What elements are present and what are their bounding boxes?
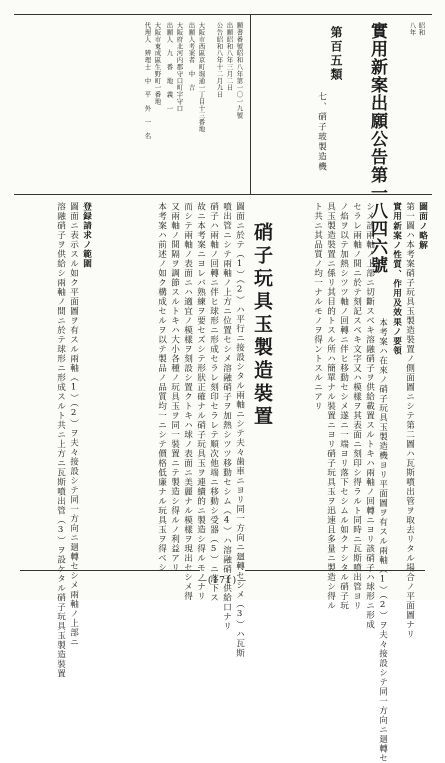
- body-line: ト共ニ其品質ノ均一ナルモノヲ得ントスルニアリ: [312, 202, 323, 411]
- body-line: 而シテ兩軸ノ表面ニハ適宜ノ模樣ヲ刻設シ置クトキハ球ノ表面ニ美麗ナル模樣ヲ現出セシメ得: [182, 202, 193, 601]
- agent-address: 大阪市東成區生野町一番地: [153, 22, 162, 105]
- page-number: —(171)—: [197, 576, 248, 586]
- header-top-rule: [14, 14, 432, 15]
- class-label: 第百五類: [329, 26, 343, 82]
- class-item: 七、硝子玻製造機: [316, 92, 327, 172]
- body-line: 本考案ハ在來ノ硝子玩具玉製造機ヨリ平面圖ヲ有スル兩軸（1）（2）ヲ夫々接設シテ同一方向ニ廻轉セ: [377, 318, 388, 763]
- nature-heading: 實用新案ノ性質、作用及效果ノ要領: [391, 202, 402, 356]
- header-divider: [250, 14, 251, 194]
- body-line: セラレ兩軸ノ間ニ於テ刻記スベキ文字又ハ模樣ヲ其表面ニ刻印シ得ラルト同時ニ瓦斯噴出管ヨリ: [351, 202, 362, 611]
- claim-line: 溶融硝子ヲ供給シ兩軸ノ間ニ於テ球形ニ形成スルト共ニ上方ニ瓦斯噴出管（3）ヲ設ケタル硝子玩具玉製造裝置: [55, 202, 66, 679]
- body-line: 硝子ハ兩軸ノ回轉ニ伴ヒ球形ニ形成セラレ刻印セラレテ順次他端ニ移動シ受器（5）ニ落下ス: [208, 202, 219, 603]
- body-line: ノ焰ヲ以テ加熱シツツ軸ノ回轉ニ伴ヒ移動セシメ遂ニ一端ヨリ落下セシムル如クナシタル硝子玩: [338, 202, 349, 611]
- publication-title: 實用新案出願公告第一八四六號: [367, 22, 387, 274]
- main-title: 硝子玩具玉製造裝置: [251, 222, 273, 429]
- body-line: 圖面ニ於テ（1）（2）ハ平行ニ接設シタル兩軸ニシテ夫々歯車ニヨリ同一方向ニ廻轉セシメ（3）ハ瓦斯: [234, 202, 245, 658]
- claim-heading: 登録請求ノ範圍: [81, 202, 92, 269]
- application-number: 願書番號昭和八年第一〇一九號: [235, 22, 244, 119]
- footer-rule-right: [245, 570, 425, 571]
- applicant-name-2: 出願人 九 番 地 義 一: [165, 22, 174, 112]
- body-line: 故ニ本考案ニヨレバ熟練ヲ要セズシテ形狀正確ナル硝子玩具玉ヲ連續的ニ製造シ得ルモノナリ: [195, 202, 206, 601]
- body-line: 本考案ハ前述ノ如ク構成セルヲ以テ製品ノ品質均一ニシテ價格低廉ナル玩具玉ヲ得ベシ: [156, 202, 167, 573]
- body-line: 第一圖ハ本考案硝子玩具玉製造裝置ノ側面圖ニシテ第二圖ハ瓦斯噴出管ヲ取去リタル場合ノ平面圖ナリ: [404, 202, 415, 639]
- applicant-address-2: 大阪府北河内郡守口町字守口: [175, 22, 184, 112]
- body-line: 又兩軸ノ間隔ヲ調節スルトキハ大小各種ノ玩具玉ヲ同一裝置ニテ製造シ得ルノ利益アリ: [169, 202, 180, 573]
- applicant-name-1: 出願人考案者 中 吉: [187, 22, 196, 91]
- body-line: 具玉製造裝置ニ係リ其目的トスル所ハ簡單ナル裝置ニヨリ硝子玩具玉ヲ迅速且多量ニ製造シ得ル: [325, 202, 336, 611]
- claim-line: 圖面ニ表示スル如ク平面圖ヲ有スル兩軸（1）（2）ヲ夫々接設シテ同一方向ニ廻轉セシメ兩軸ノ上部ニ: [68, 202, 79, 647]
- publication-date: 公告昭和八年十二月九日: [215, 22, 224, 98]
- body-line: 噴出管ニシテ兩軸ノ上方ニ位置セシメ溶融硝子ヲ加熱シツツ移動セシム（4）ハ溶融硝子供給口ナリ: [221, 202, 232, 631]
- era-label-1: 昭和: [417, 22, 426, 36]
- agent-name: 代理人 辨理士 中 平 外 一 名: [143, 22, 152, 140]
- drawing-heading: 圖面ノ略解: [417, 202, 428, 250]
- era-label-2: 八年: [408, 22, 417, 36]
- body-line: シメ該兩軸ノ上部ニ切斷スベキ溶融硝子ヲ供給載置スルトキハ兩軸ノ回轉ニヨリ該硝子ハ球形ニ形成: [364, 202, 375, 630]
- application-date: 出願昭和八年三月二日: [225, 22, 234, 91]
- applicant-address-1: 大阪市西區京町堀通一丁目十三番地: [197, 22, 206, 133]
- footer-rule-left: [20, 570, 200, 571]
